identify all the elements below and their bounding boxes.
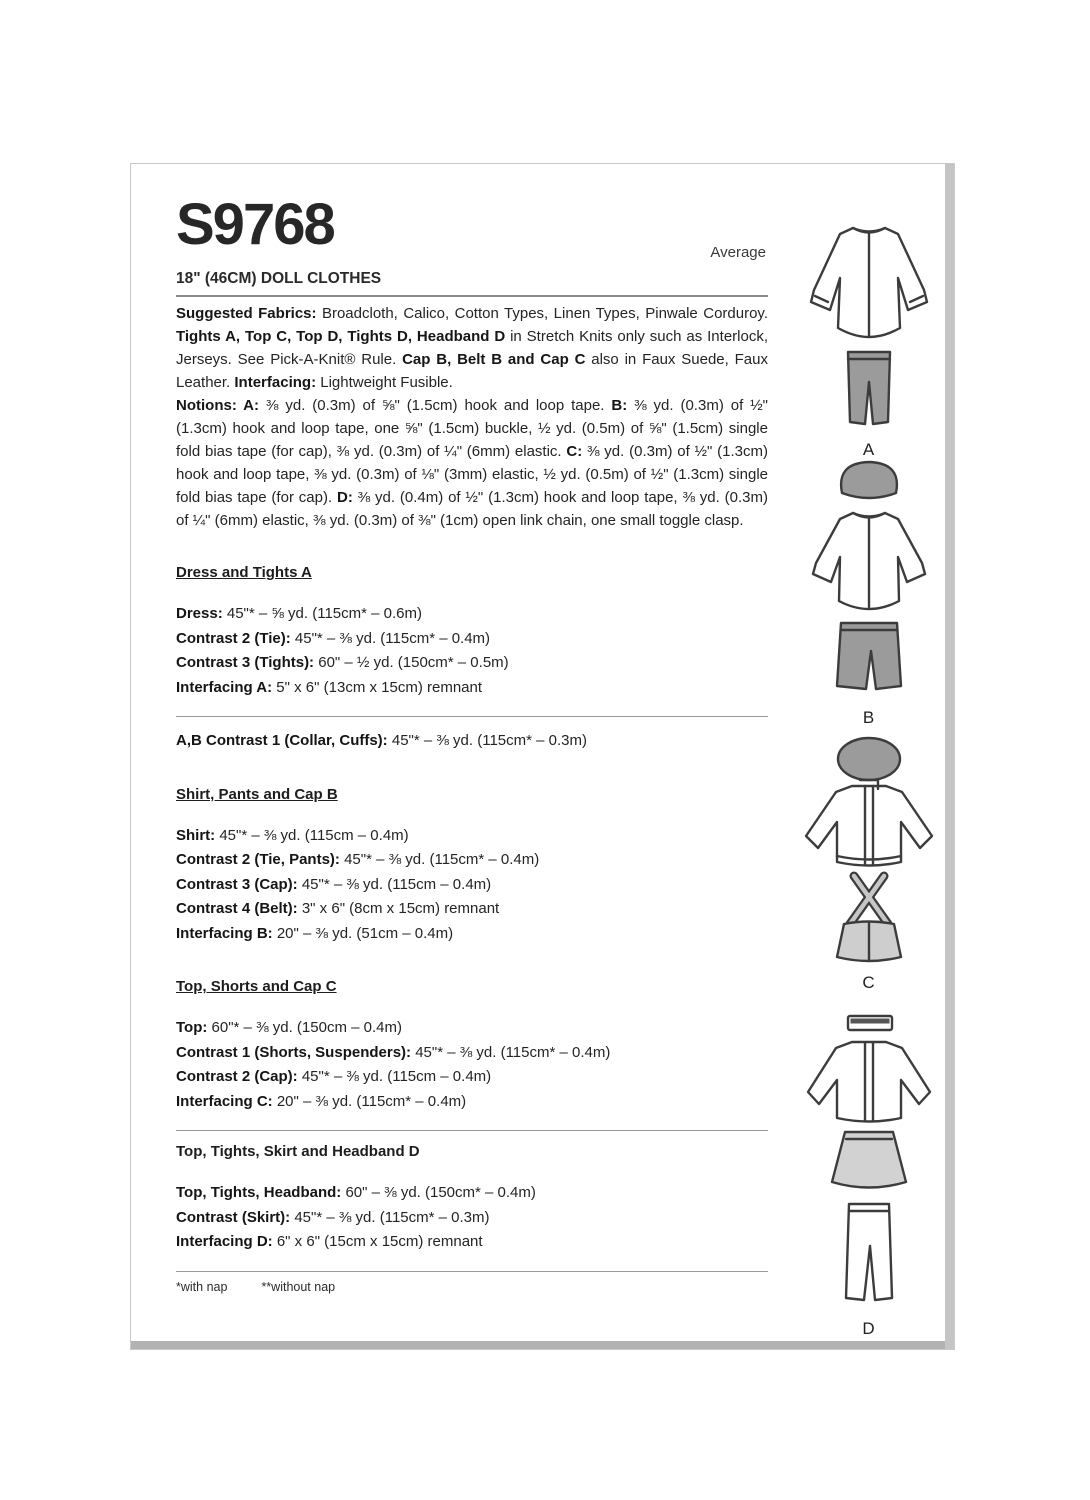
section-heading-top-shorts-cap-c: Top, Shorts and Cap C bbox=[176, 978, 337, 995]
yardage-row-value: 45"* – ⅜ yd. (115cm – 0.4m) bbox=[301, 1068, 492, 1085]
yardage-row-label: Interfacing D: bbox=[176, 1233, 277, 1250]
product-title: 18" (46CM) DOLL CLOTHES bbox=[176, 270, 382, 287]
view-d bbox=[786, 1012, 951, 1339]
view-c-label: C bbox=[862, 973, 875, 992]
yardage-row-value: 45"* – ⅜ yd. (115cm* – 0.4m) bbox=[415, 1043, 611, 1061]
text-segment: Broadcloth, Calico, Cotton Types, Linen Types, Pinwale Corduroy. bbox=[321, 305, 768, 322]
footnote bbox=[176, 1280, 768, 1294]
title-rule bbox=[176, 295, 768, 297]
yardage-rows-ab-contrast bbox=[176, 729, 768, 754]
section-heading-top-tights-skirt-headband-d: Top, Tights, Skirt and Headband D bbox=[176, 1143, 420, 1160]
yardage-row-value: 60" – ½ yd. (150cm* – 0.5m) bbox=[318, 654, 509, 671]
section-divider bbox=[176, 1130, 768, 1131]
yardage-row-value: 45"* – ⅜ yd. (115cm* – 0.4m) bbox=[294, 629, 491, 647]
yardage-row-label: Contrast 4 (Belt): bbox=[176, 900, 302, 917]
yardage-row-value: 45"* – ⅝ yd. (115cm* – 0.6m) bbox=[226, 605, 422, 622]
yardage-row-label: Dress: bbox=[176, 605, 227, 622]
text-segment: ⅜ yd. (0.3m) of ⅝" (1.5cm) hook and loop tape. bbox=[265, 397, 612, 414]
text-segment: ⅜ yd. (0.3m) of ½" (1.3cm) hook and loop tape, ⅜ yd. (0.3m) of ⅛" (3mm) elastic, ½ yd. (0.5m) of ½" (1.3cm) single fold bias tape (for cap). bbox=[176, 443, 768, 506]
yardage-row-label: Contrast 2 (Tie): bbox=[176, 629, 295, 647]
yardage-row-value: 3" x 6" (8cm x 15cm) remnant bbox=[301, 900, 500, 917]
yardage-row-label: Interfacing C: bbox=[176, 1092, 277, 1110]
footnote-without-nap: **without nap bbox=[261, 1279, 336, 1294]
yardage-row-label: Contrast 2 (Cap): bbox=[176, 1068, 302, 1085]
yardage-row-value: 45"* – ⅜ yd. (115cm* – 0.3m) bbox=[294, 1208, 490, 1226]
yardage-row bbox=[176, 848, 768, 873]
yardage-row-value: 20" – ⅜ yd. (51cm – 0.4m) bbox=[276, 924, 454, 942]
yardage-rows-view-b bbox=[176, 824, 768, 947]
bold-text-segment: B: bbox=[611, 397, 635, 414]
suggested-fabrics-paragraph bbox=[176, 302, 768, 394]
yardage-row-label: Top: bbox=[176, 1019, 212, 1036]
text-segment: ⅜ yd. (0.4m) of ½" (1.3cm) hook and loop tape, ⅜ yd. (0.3m) of ¼" (6mm) elastic, ⅜ yd. (0.3m) of ⅜" (1cm) open link chain, one small toggle clasp. bbox=[176, 489, 768, 529]
yardage-row-value: 45"* – ⅜ yd. (115cm – 0.4m) bbox=[301, 875, 492, 893]
page-edge-shadow-bottom bbox=[131, 1341, 945, 1349]
view-b-label: B bbox=[862, 708, 875, 727]
section-heading-shirt-pants-cap-b: Shirt, Pants and Cap B bbox=[176, 785, 338, 803]
yardage-row bbox=[176, 1041, 768, 1066]
view-b bbox=[786, 457, 951, 728]
yardage-row-label: A,B Contrast 1 (Collar, Cuffs): bbox=[176, 732, 392, 749]
yardage-row bbox=[176, 1016, 768, 1041]
text-segment: in Stretch Knits only such as Interlock, Jerseys. See Pick-A-Knit® Rule. bbox=[176, 328, 768, 368]
view-b-cap-shirt-pants-illustration bbox=[794, 457, 944, 699]
yardage-row bbox=[176, 651, 768, 676]
bold-text-segment: Suggested Fabrics: bbox=[176, 305, 322, 322]
pattern-envelope-back bbox=[130, 163, 955, 1350]
view-d-headband-top-skirt-tights-illustration bbox=[794, 1012, 944, 1310]
text-segment: also in Faux Suede, Faux Leather. bbox=[176, 351, 768, 391]
yardage-row-label: Interfacing B: bbox=[176, 924, 277, 942]
text-segment: Lightweight Fusible. bbox=[320, 374, 453, 391]
yardage-row bbox=[176, 1090, 768, 1115]
yardage-text-column bbox=[176, 192, 768, 1294]
yardage-row bbox=[176, 627, 768, 652]
yardage-row-value: 45"* – ⅜ yd. (115cm – 0.4m) bbox=[219, 826, 409, 844]
yardage-row bbox=[176, 729, 768, 754]
yardage-row-label: Contrast 1 (Shorts, Suspenders): bbox=[176, 1043, 416, 1061]
yardage-row-value: 5" x 6" (13cm x 15cm) remnant bbox=[276, 678, 483, 696]
bold-text-segment: Cap B, Belt B and Cap C bbox=[402, 351, 592, 368]
notions-paragraph bbox=[176, 394, 768, 532]
yardage-row bbox=[176, 824, 768, 849]
section-divider bbox=[176, 716, 768, 717]
yardage-row bbox=[176, 873, 768, 898]
yardage-row bbox=[176, 1206, 768, 1231]
yardage-row-value: 60" – ⅜ yd. (150cm* – 0.4m) bbox=[345, 1184, 536, 1201]
yardage-rows-view-c bbox=[176, 1016, 768, 1114]
yardage-row-value: 6" x 6" (15cm x 15cm) remnant bbox=[276, 1233, 483, 1250]
view-a-label: A bbox=[862, 440, 875, 459]
footnote-rule bbox=[176, 1271, 768, 1272]
bold-text-segment: Interfacing: bbox=[234, 374, 321, 391]
view-a bbox=[786, 216, 951, 460]
yardage-row-label: Contrast 3 (Cap): bbox=[176, 875, 302, 893]
yardage-row-value: 45"* – ⅜ yd. (115cm* – 0.3m) bbox=[391, 732, 587, 749]
pattern-number: S9768 bbox=[176, 192, 334, 257]
view-a-dress-tights-illustration bbox=[794, 216, 944, 431]
text-segment: ⅜ yd. (0.3m) of ½" (1.3cm) hook and loop tape, one ⅝" (1.5cm) buckle, ½ yd. (0.5m) of ⅝" (1.5cm) single fold bias tape (for cap), ⅜ yd. (0.3m) of ¼" (6mm) elastic. bbox=[176, 397, 768, 460]
view-c-cap-top-shorts-suspenders-illustration bbox=[794, 732, 944, 964]
view-d-label: D bbox=[862, 1319, 875, 1338]
bold-text-segment: Notions: A: bbox=[176, 397, 266, 414]
footnote-with-nap: *with nap bbox=[176, 1279, 228, 1294]
yardage-row bbox=[176, 602, 768, 627]
section-heading-dress-tights-a: Dress and Tights A bbox=[176, 564, 312, 581]
view-c bbox=[786, 732, 951, 993]
yardage-row bbox=[176, 1065, 768, 1090]
yardage-row-value: 45"* – ⅜ yd. (115cm* – 0.4m) bbox=[344, 851, 540, 868]
yardage-row bbox=[176, 1230, 768, 1255]
yardage-row bbox=[176, 897, 768, 922]
yardage-rows-view-d bbox=[176, 1181, 768, 1255]
yardage-row-value: 20" – ⅜ yd. (115cm* – 0.4m) bbox=[276, 1092, 467, 1110]
yardage-row-value: 60"* – ⅜ yd. (150cm – 0.4m) bbox=[211, 1019, 402, 1036]
yardage-row-label: Contrast 3 (Tights): bbox=[176, 654, 319, 671]
yardage-row-label: Top, Tights, Headband: bbox=[176, 1184, 346, 1201]
yardage-row-label: Contrast (Skirt): bbox=[176, 1208, 295, 1226]
yardage-row bbox=[176, 676, 768, 701]
yardage-rows-view-a bbox=[176, 602, 768, 700]
yardage-row bbox=[176, 1181, 768, 1206]
bold-text-segment: Tights A, Top C, Top D, Tights D, Headband D bbox=[176, 328, 511, 345]
bold-text-segment: D: bbox=[336, 489, 358, 506]
bold-text-segment: C: bbox=[566, 443, 588, 460]
difficulty-rating: Average bbox=[710, 244, 766, 261]
yardage-row bbox=[176, 922, 768, 947]
yardage-row-label: Contrast 2 (Tie, Pants): bbox=[176, 851, 345, 868]
yardage-row-label: Interfacing A: bbox=[176, 678, 277, 696]
yardage-row-label: Shirt: bbox=[176, 826, 220, 844]
